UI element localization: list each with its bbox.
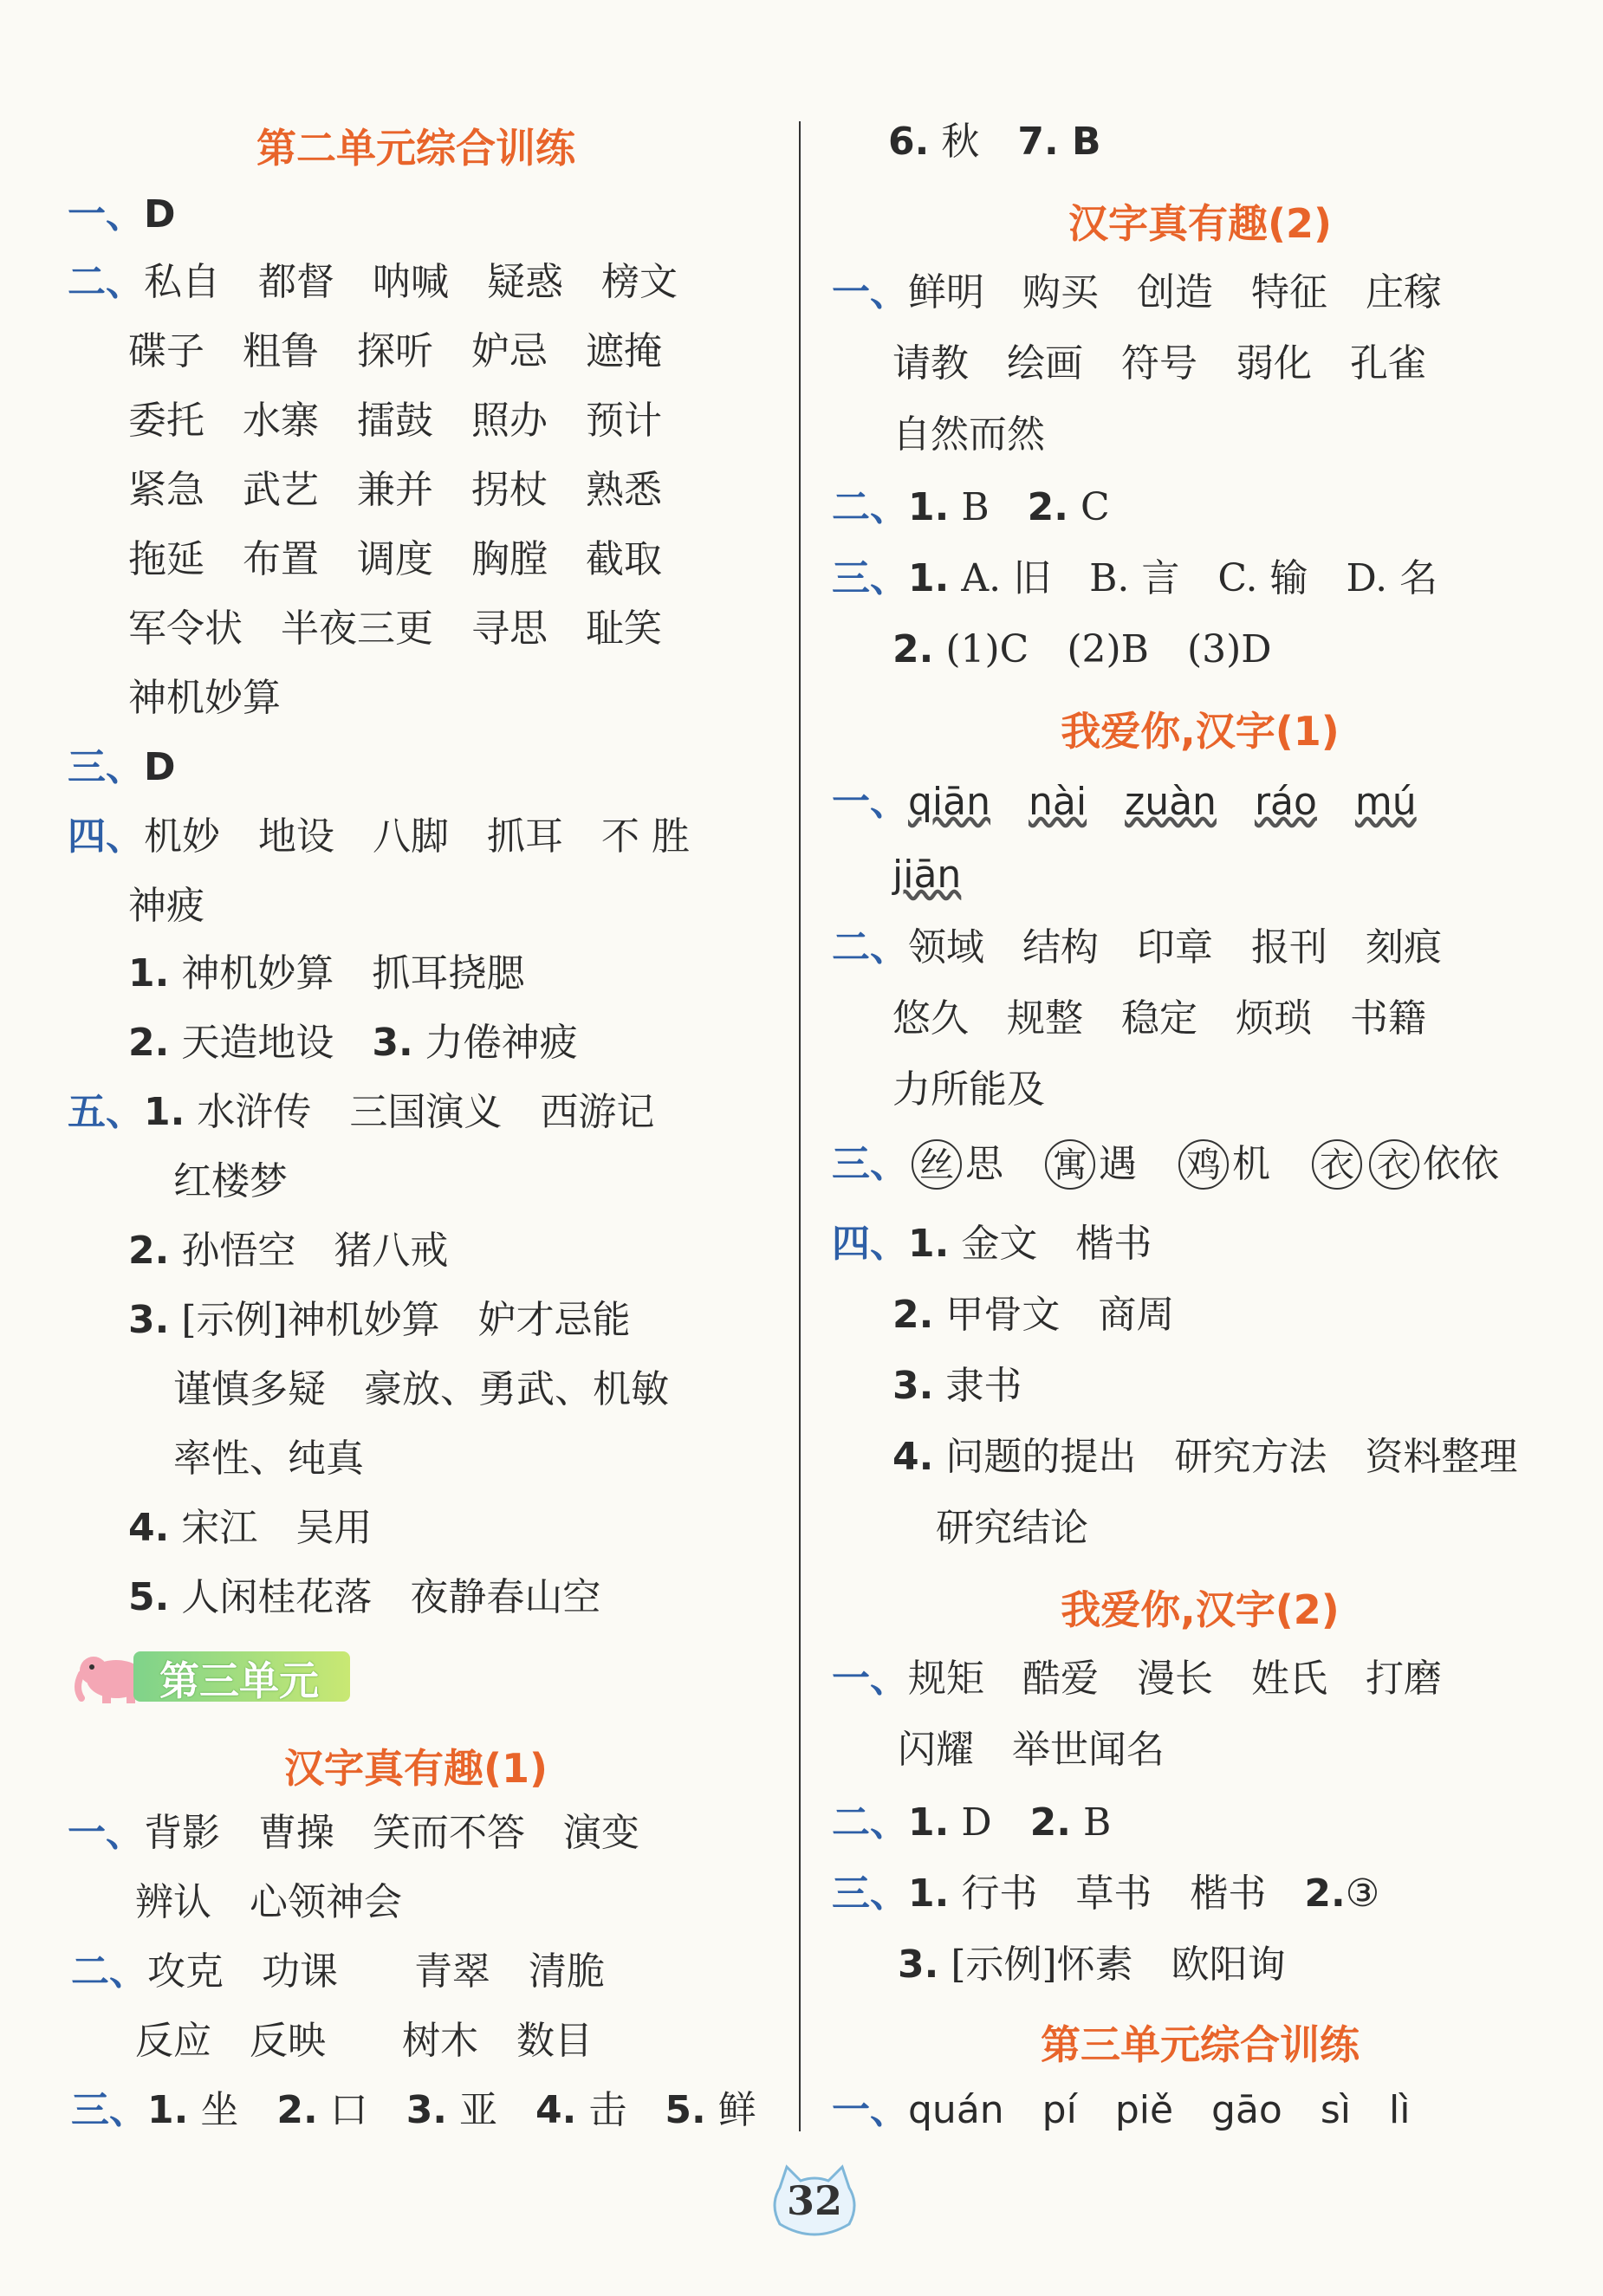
- answer-line: 三、1. A. 旧 B. 言 C. 输 D. 名: [832, 556, 1438, 600]
- answer-line: 3. [示例]神机妙算 妒才忌能: [128, 1298, 631, 1342]
- answer-line: 3. 隶书: [892, 1364, 1022, 1408]
- answer-line: 2. 孙悟空 猪八戒: [128, 1229, 449, 1273]
- unit3-badge: [73, 1646, 359, 1707]
- circled-char: 寓: [1045, 1139, 1095, 1190]
- answer-line: 军令状 半夜三更 寻思 耻笑: [128, 606, 662, 651]
- circled-char: 丝: [912, 1139, 962, 1190]
- answer-line: 二、1. D 2. B: [832, 1800, 1112, 1845]
- answer-line: 二、1. B 2. C: [832, 485, 1110, 529]
- answer-line: 碟子 粗鲁 探听 妒忌 遮掩: [128, 329, 662, 373]
- answer-line: 请教 绘画 符号 弱化 孔雀: [892, 341, 1426, 386]
- answer-line: 三、1. 坐 2. 口 3. 亚 4. 击 5. 鲜: [71, 2088, 756, 2132]
- answer-line: 一、规矩 酷爱 漫长 姓氏 打磨: [832, 1657, 1442, 1701]
- section-title-hanzi-fun-2: 汉字真有趣(2): [1068, 200, 1333, 247]
- answer-line: 一、qiān nài zuàn ráo mú: [832, 780, 1417, 824]
- answer-line: 紧急 武艺 兼并 拐杖 熟悉: [128, 468, 662, 512]
- answer-line: jiān: [892, 853, 962, 897]
- answer-line: 谨慎多疑 豪放、勇武、机敏: [173, 1367, 669, 1411]
- circled-char: 鸡: [1178, 1139, 1229, 1190]
- column-divider: [799, 121, 801, 2131]
- answer-line: 三、 丝 思 寓 遇 鸡 机 衣 衣 依依: [832, 1138, 1499, 1190]
- answer-line: 2. (1)C (2)B (3)D: [892, 627, 1272, 671]
- answer-line: 四、1. 金文 楷书: [832, 1222, 1152, 1266]
- answer-line: 4. 宋江 吴用: [128, 1506, 373, 1550]
- answer-line: 2. 甲骨文 商周: [892, 1293, 1175, 1337]
- answer-line: 6. 秋 7. B: [888, 120, 1101, 164]
- answer-line: 三、D: [68, 745, 176, 789]
- answer-line: 辨认 心领神会: [135, 1880, 402, 1924]
- answer-line: 五、1. 水浒传 三国演义 西游记: [68, 1090, 655, 1134]
- section-title-unit2-review: 第二单元综合训练: [256, 125, 575, 172]
- answer-line: 委托 水寨 擂鼓 照办 预计: [128, 399, 662, 443]
- answer-line: 四、机妙 地设 八脚 抓耳 不 胜: [68, 814, 690, 859]
- badge-label: 第三单元: [159, 1657, 319, 1704]
- section-title-love-hanzi-1: 我爱你,汉字(1): [1061, 708, 1340, 755]
- answer-line: 一、quán pí piě gāo sì lì: [832, 2088, 1411, 2132]
- answer-line: 3. [示例]怀素 欧阳询: [898, 1943, 1286, 1987]
- answer-line: 4. 问题的提出 研究方法 资料整理: [892, 1435, 1518, 1479]
- answer-line: 2. 天造地设 3. 力倦神疲: [128, 1021, 578, 1065]
- answer-line: 5. 人闲桂花落 夜静春山空: [128, 1575, 601, 1619]
- answer-line: 研究结论: [936, 1506, 1088, 1550]
- answer-line: 二、领域 结构 印章 报刊 刻痕: [832, 925, 1442, 970]
- answer-line: 1. 神机妙算 抓耳挠腮: [128, 951, 525, 996]
- answer-line: 红楼梦: [173, 1159, 288, 1203]
- section-title-hanzi-fun-1: 汉字真有趣(1): [283, 1745, 548, 1792]
- circled-char: 衣: [1369, 1139, 1419, 1190]
- section-title-love-hanzi-2: 我爱你,汉字(2): [1061, 1586, 1340, 1633]
- answer-line: 一、背影 曹操 笑而不答 演变: [68, 1811, 639, 1855]
- answer-line: 反应 反映 树木 数目: [135, 2019, 593, 2063]
- section-title-unit3-review: 第三单元综合训练: [1041, 2021, 1360, 2068]
- circled-char: 衣: [1312, 1139, 1362, 1190]
- answer-line: 神疲: [128, 884, 204, 928]
- answer-line: 悠久 规整 稳定 烦琐 书籍: [892, 996, 1426, 1041]
- answer-line: 三、1. 行书 草书 楷书 2.③: [832, 1871, 1380, 1916]
- answer-line: 力所能及: [892, 1067, 1045, 1112]
- answer-line: 闪耀 举世闻名: [898, 1728, 1165, 1772]
- answer-line: 率性、纯真: [173, 1437, 364, 1481]
- answer-line: 拖延 布置 调度 胸膛 截取: [128, 537, 662, 581]
- answer-line: 自然而然: [892, 412, 1045, 457]
- answer-line: 一、D: [68, 192, 176, 237]
- answer-line: 二、私自 都督 呐喊 疑惑 榜文: [68, 260, 678, 304]
- answer-line: 一、鲜明 购买 创造 特征 庄稼: [832, 270, 1442, 315]
- page-number: 32: [763, 2162, 866, 2240]
- answer-line: 神机妙算: [128, 676, 281, 720]
- answer-line: 二、攻克 功课 青翠 清脆: [71, 1949, 605, 1994]
